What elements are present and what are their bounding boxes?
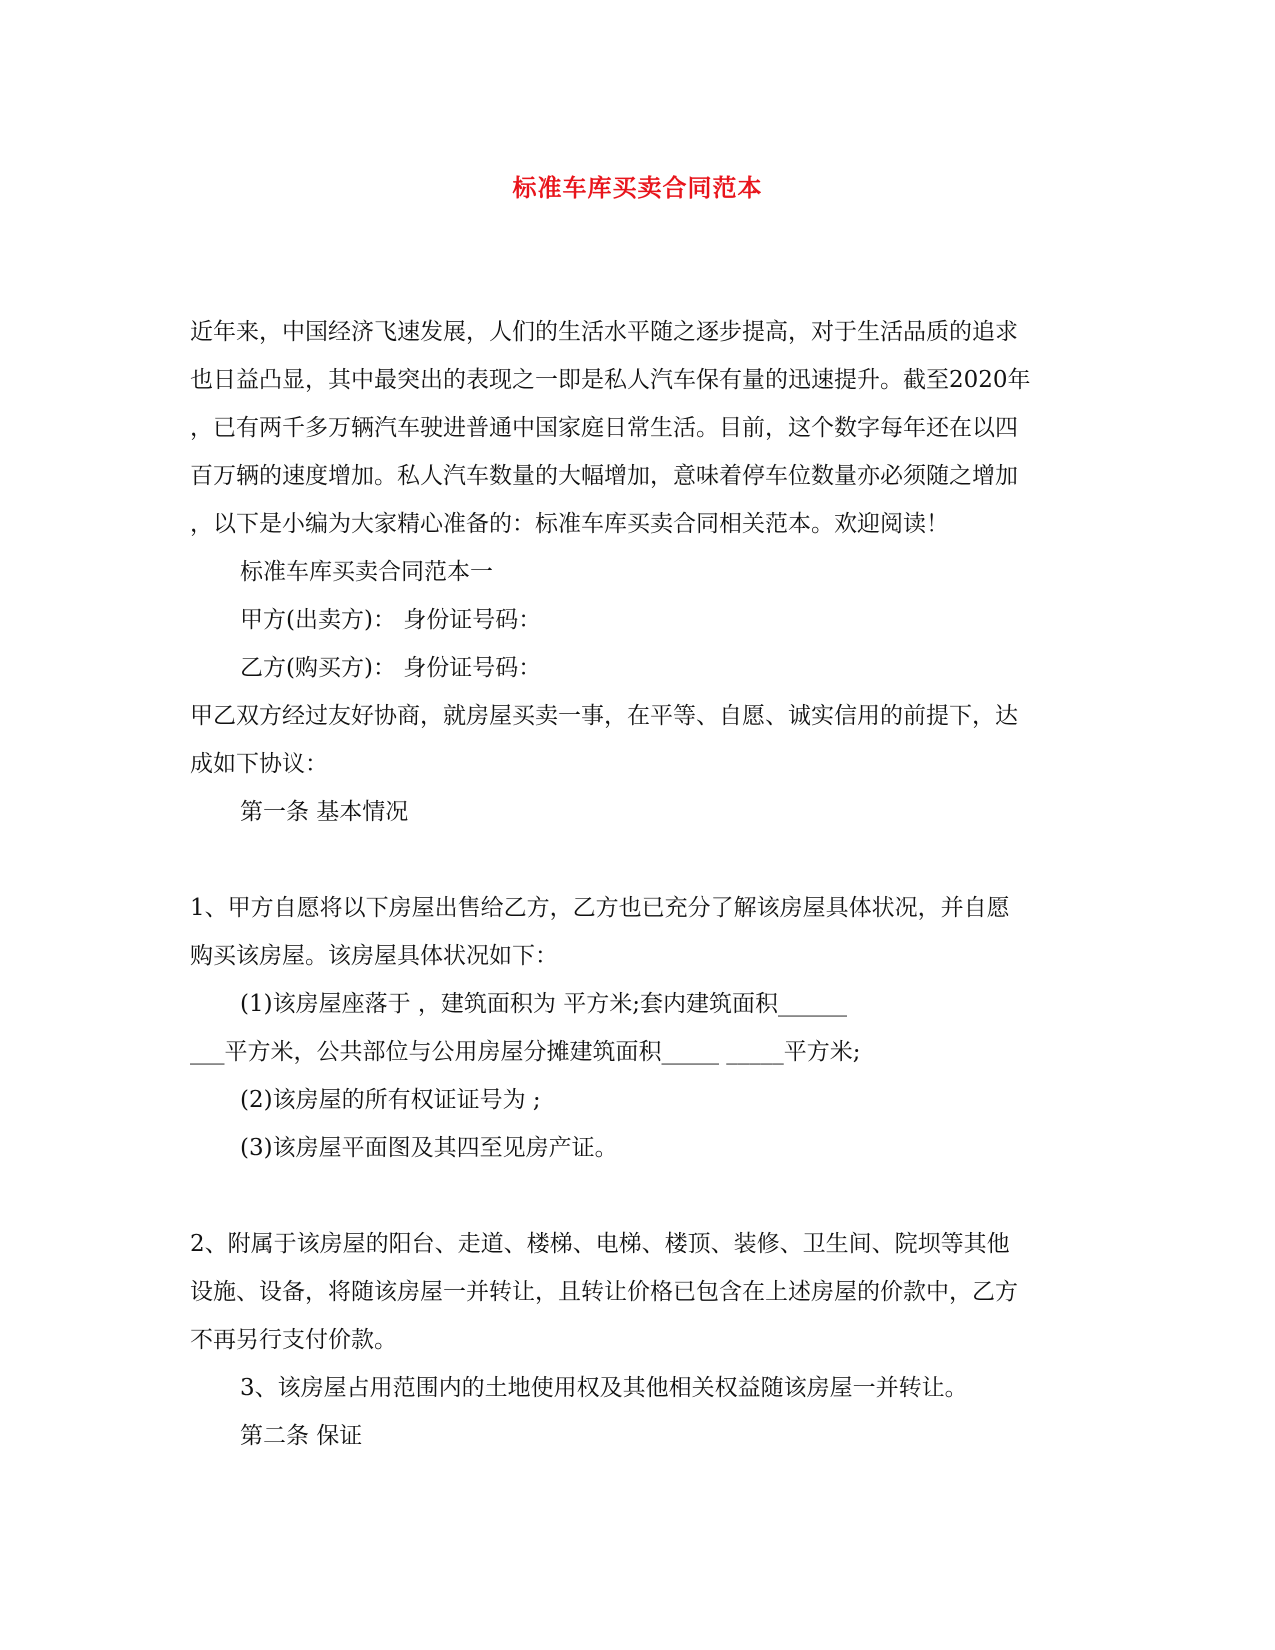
intro-line-4: 百万辆的速度增加。私人汽车数量的大幅增加，意味着停车位数量亦必须随之增加 (190, 463, 1018, 489)
document-title: 标准车库买卖合同范本 (512, 173, 763, 202)
item-1-line-1: (1)该房屋座落于 ，建筑面积为 平方米;套内建筑面积______ (240, 991, 847, 1017)
intro-line-1: 近年来，中国经济飞速发展，人们的生活水平随之逐步提高，对于生活品质的追求 (190, 319, 1018, 345)
clause-1-line-1: 1、甲方自愿将以下房屋出售给乙方，乙方也已充分了解该房屋具体状况，并自愿 (190, 895, 1010, 921)
section-heading: 标准车库买卖合同范本一 (240, 559, 493, 585)
agreement-line-2: 成如下协议： (190, 751, 328, 777)
spacer (190, 836, 1090, 884)
clause-2-line-2: 设施、设备，将随该房屋一并转让，且转让价格已包含在上述房屋的价款中，乙方 (190, 1279, 1018, 1305)
clause-2-line-3: 不再另行支付价款。 (190, 1327, 397, 1353)
intro-line-5: ，以下是小编为大家精心准备的：标准车库买卖合同相关范本。欢迎阅读！ (190, 511, 949, 537)
document-body (190, 308, 1090, 1460)
agreement-line-1: 甲乙双方经过友好协商，就房屋买卖一事，在平等、自愿、诚实信用的前提下，达 (190, 703, 1018, 729)
party-a-line: 甲方(出卖方)： 身份证号码： (240, 607, 542, 633)
clause-1-line-2: 购买该房屋。该房屋具体状况如下： (190, 943, 558, 969)
clause-2-line-1: 2、附属于该房屋的阳台、走道、楼梯、电梯、楼顶、装修、卫生间、院坝等其他 (190, 1231, 1010, 1257)
intro-line-2: 也日益凸显，其中最突出的表现之一即是私人汽车保有量的迅速提升。截至2020年 (190, 367, 1031, 393)
article-2-heading: 第二条 保证 (240, 1423, 363, 1449)
party-b-line: 乙方(购买方)： 身份证号码： (240, 655, 542, 681)
article-1-heading: 第一条 基本情况 (240, 799, 409, 825)
item-2-line: (2)该房屋的所有权证证号为 ; (240, 1087, 541, 1113)
intro-line-3: ，已有两千多万辆汽车驶进普通中国家庭日常生活。目前，这个数字每年还在以四 (190, 415, 1018, 441)
spacer (190, 1172, 1090, 1220)
item-3-line: (3)该房屋平面图及其四至见房产证。 (240, 1135, 618, 1161)
item-1-line-2: ___平方米，公共部位与公用房屋分摊建筑面积_____ _____平方米; (190, 1039, 861, 1065)
clause-3-line: 3、该房屋占用范围内的土地使用权及其他相关权益随该房屋一并转让。 (240, 1375, 968, 1401)
